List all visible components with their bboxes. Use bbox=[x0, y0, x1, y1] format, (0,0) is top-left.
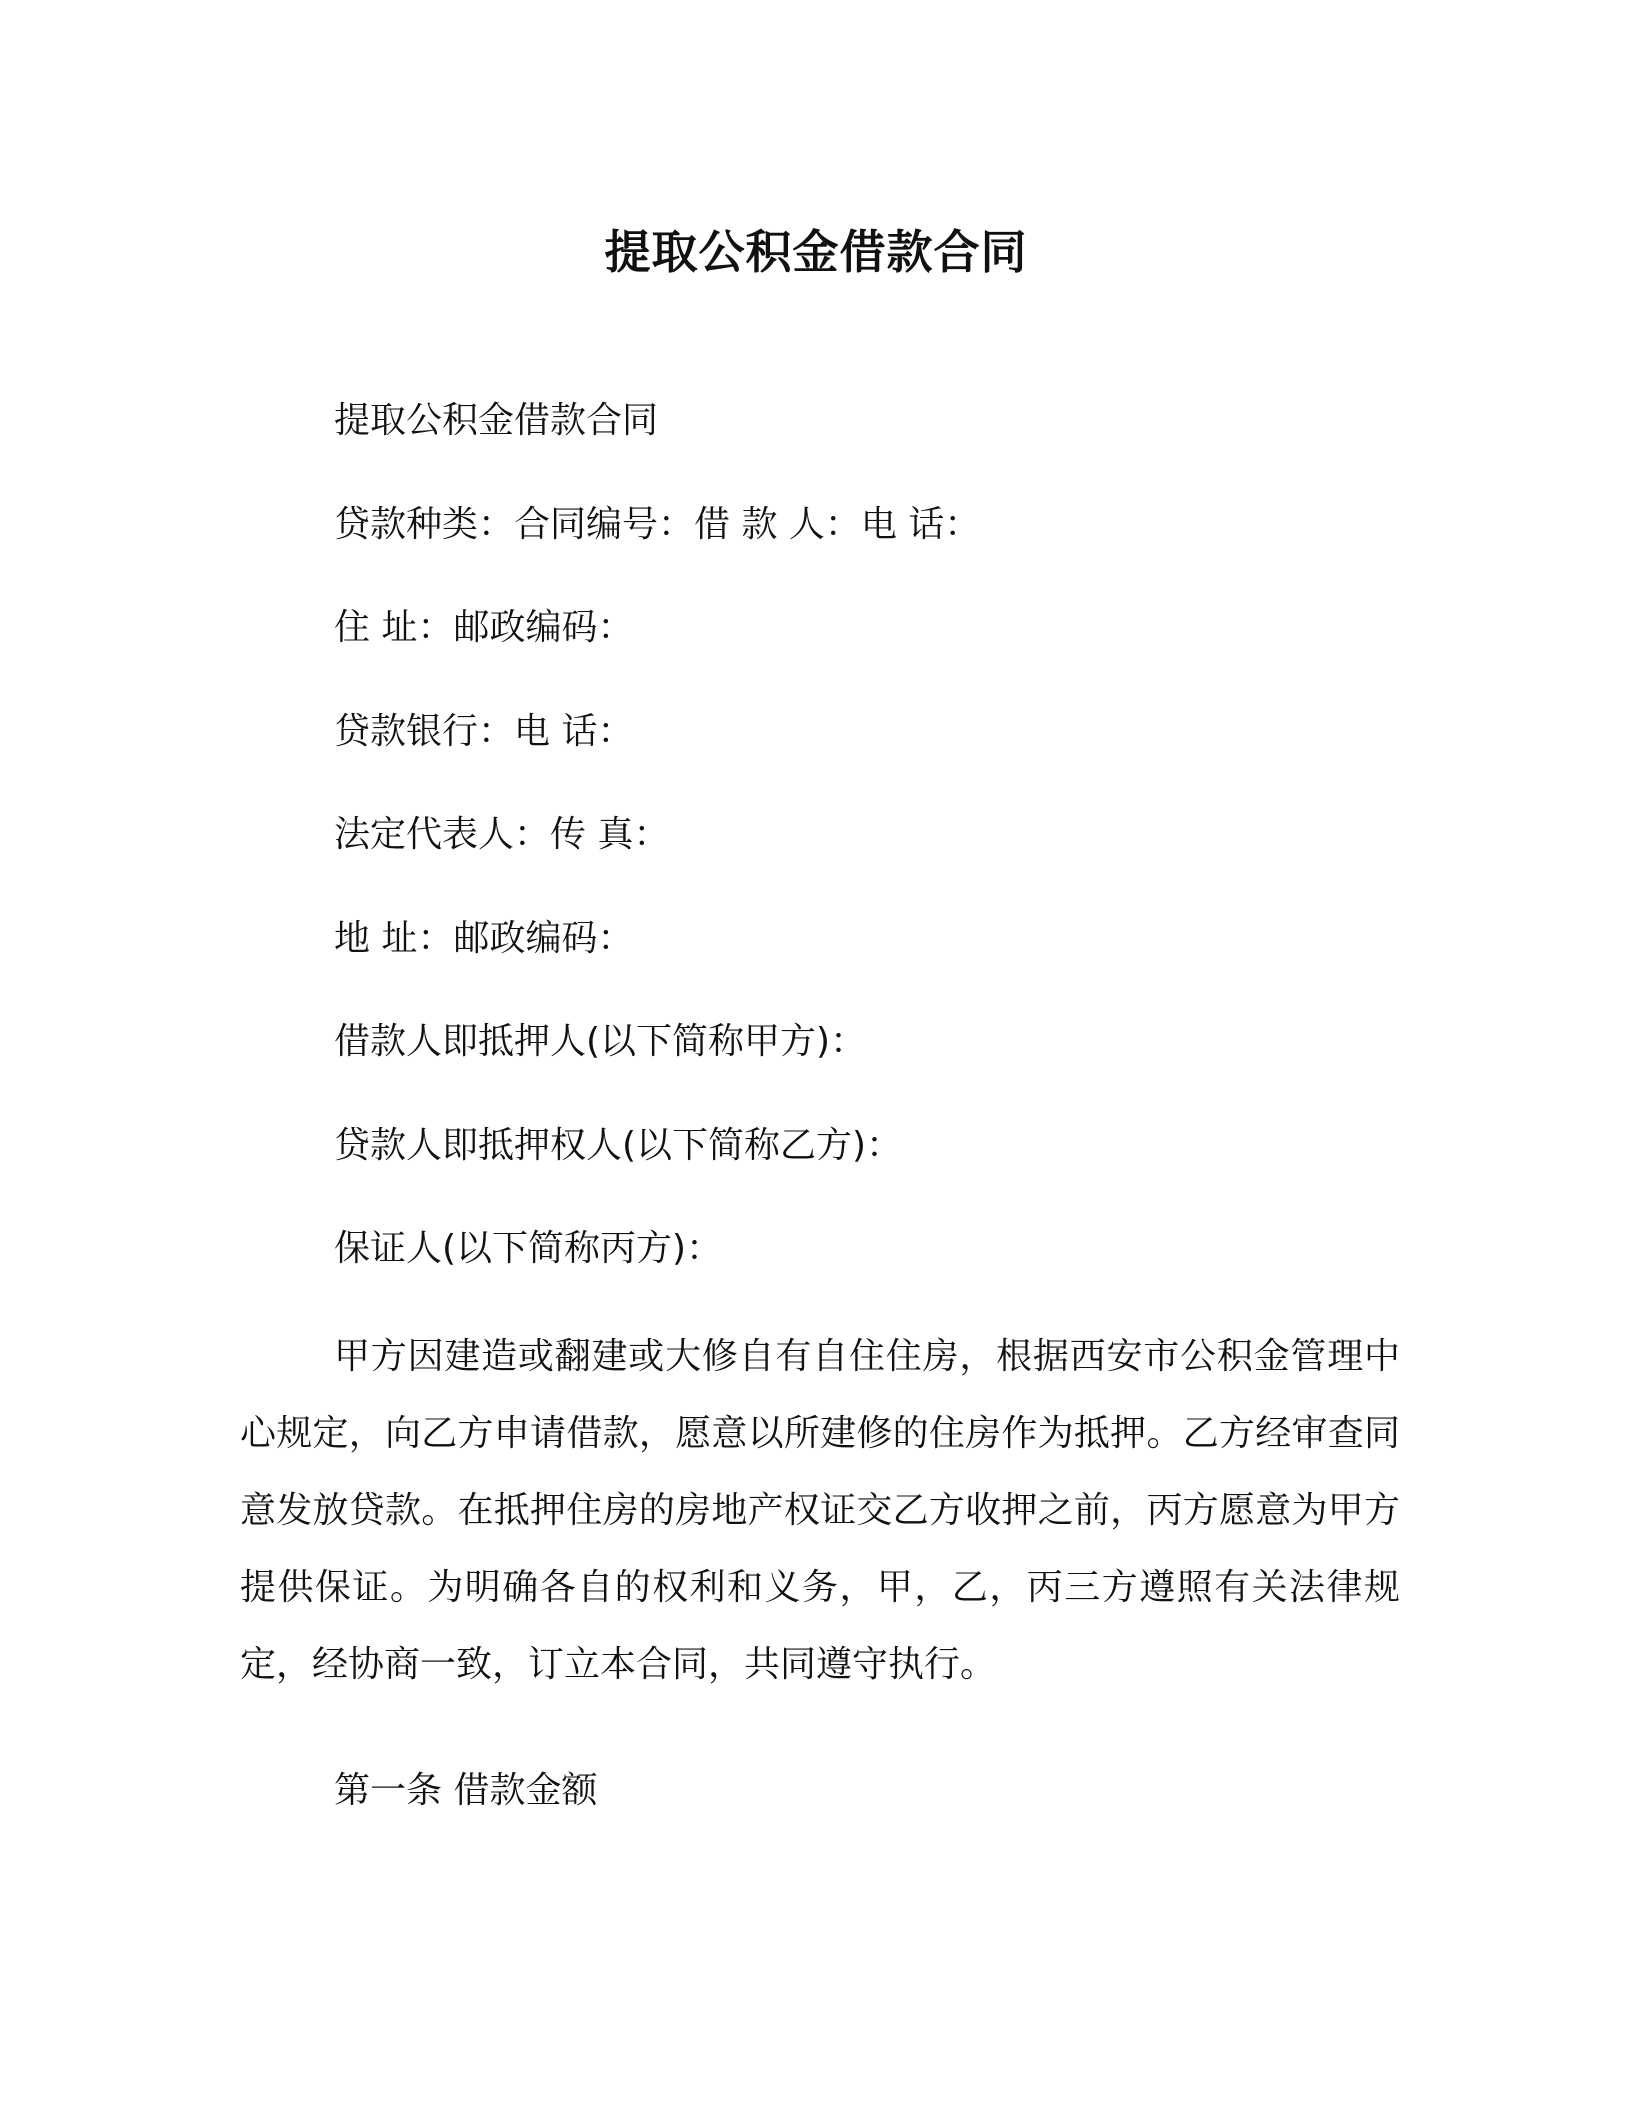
party-a-line: 借款人即抵押人(以下简称甲方)： bbox=[334, 1021, 867, 1062]
legal-representative-line: 法定代表人：传 真： bbox=[334, 814, 670, 855]
subtitle-line: 提取公积金借款合同 bbox=[334, 400, 659, 441]
loan-type-line: 贷款种类：合同编号：借 款 人：电 话： bbox=[334, 504, 981, 545]
party-c-line: 保证人(以下简称丙方)： bbox=[334, 1228, 723, 1269]
contract-preamble-paragraph: 甲方因建造或翻建或大修自有自住住房，根据西安市公积金管理中心规定，向乙方申请借款，愿意以所建修的住房作为抵押。乙方经审查同意发放贷款。在抵押住房的房地产权证交乙方收押之前，丙方愿意为甲方提供保证。为明确各自的权利和义务，甲，乙，丙三方遵照有关法律规定，经协商一致，订立本合同，共同遵守执行。 bbox=[240, 1336, 1400, 1685]
lending-bank-line: 贷款银行：电 话： bbox=[334, 711, 634, 752]
address-line: 住 址：邮政编码： bbox=[334, 607, 634, 648]
document-title: 提取公积金借款合同 bbox=[604, 225, 1028, 279]
section-heading: 第一条 借款金额 bbox=[334, 1770, 598, 1811]
party-b-line: 贷款人即抵押权人(以下简称乙方)： bbox=[334, 1125, 903, 1166]
bank-address-line: 地 址：邮政编码： bbox=[334, 918, 634, 959]
